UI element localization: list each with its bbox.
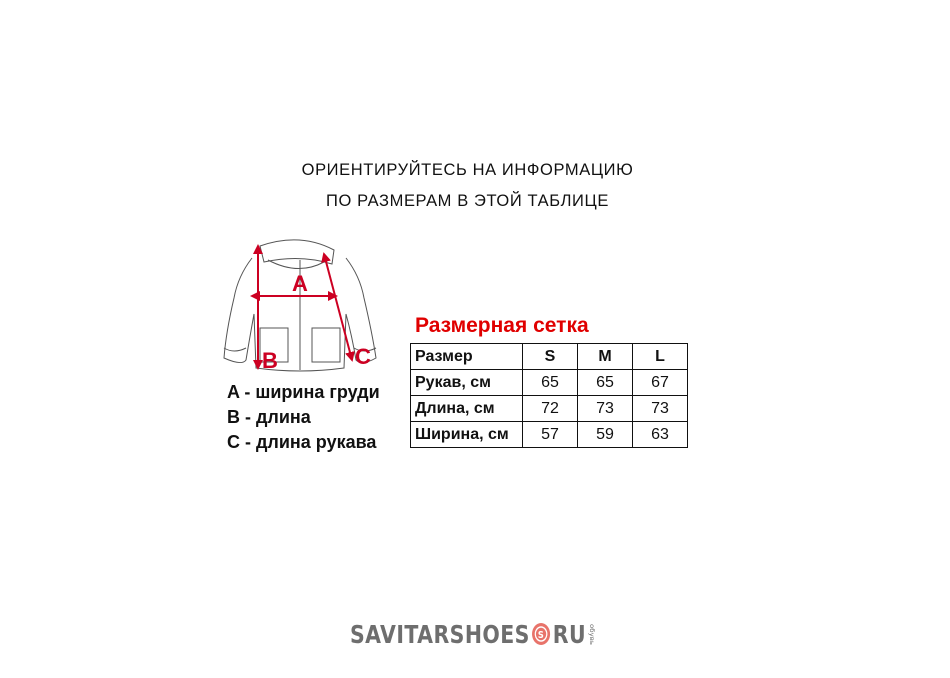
row-label: Рукав, см [411, 370, 523, 396]
legend-b: B - длина [227, 407, 311, 427]
legend-a: A - ширина груди [227, 382, 380, 402]
table-cell: 65 [523, 370, 578, 396]
jacket-outline [224, 240, 376, 371]
table-cell: 65 [578, 370, 633, 396]
brand-logo-text [350, 614, 595, 654]
table-cell: 67 [633, 370, 688, 396]
jacket-diagram [212, 236, 387, 376]
header-cell: S [523, 344, 578, 370]
table-header-row [411, 344, 688, 370]
table-row [411, 422, 688, 448]
header-cell: M [578, 344, 633, 370]
table-cell: 73 [578, 396, 633, 422]
label-a: A [292, 271, 308, 296]
brand-shoe-logo-icon [531, 622, 551, 646]
row-label: Ширина, см [411, 422, 523, 448]
table-cell: 63 [633, 422, 688, 448]
table-row [411, 370, 688, 396]
header-cell: L [633, 344, 688, 370]
brand-tld: RU [552, 619, 587, 649]
heading-line-1: ОРИЕНТИРУЙТЕСЬ НА ИНФОРМАЦИЮ [301, 161, 634, 179]
size-chart-title: Размерная сетка [415, 314, 589, 337]
row-label: Длина, см [411, 396, 523, 422]
brand-name: SAVITARSHOES [350, 619, 530, 649]
header-cell: Размер [411, 344, 523, 370]
table-cell: 72 [523, 396, 578, 422]
heading-line-2: ПО РАЗМЕРАМ В ЭТОЙ ТАБЛИЦЕ [326, 192, 609, 210]
table-cell: 57 [523, 422, 578, 448]
size-chart-table [410, 343, 688, 448]
table-cell: 73 [633, 396, 688, 422]
brand-side-text: обувь [588, 623, 596, 645]
table-cell: 59 [578, 422, 633, 448]
legend-c: C - длина рукава [227, 432, 377, 452]
svg-text:S: S [538, 630, 545, 642]
label-c: C [355, 344, 371, 369]
table-row [411, 396, 688, 422]
label-b: B [262, 348, 278, 373]
measure-c-arrow [324, 254, 352, 360]
